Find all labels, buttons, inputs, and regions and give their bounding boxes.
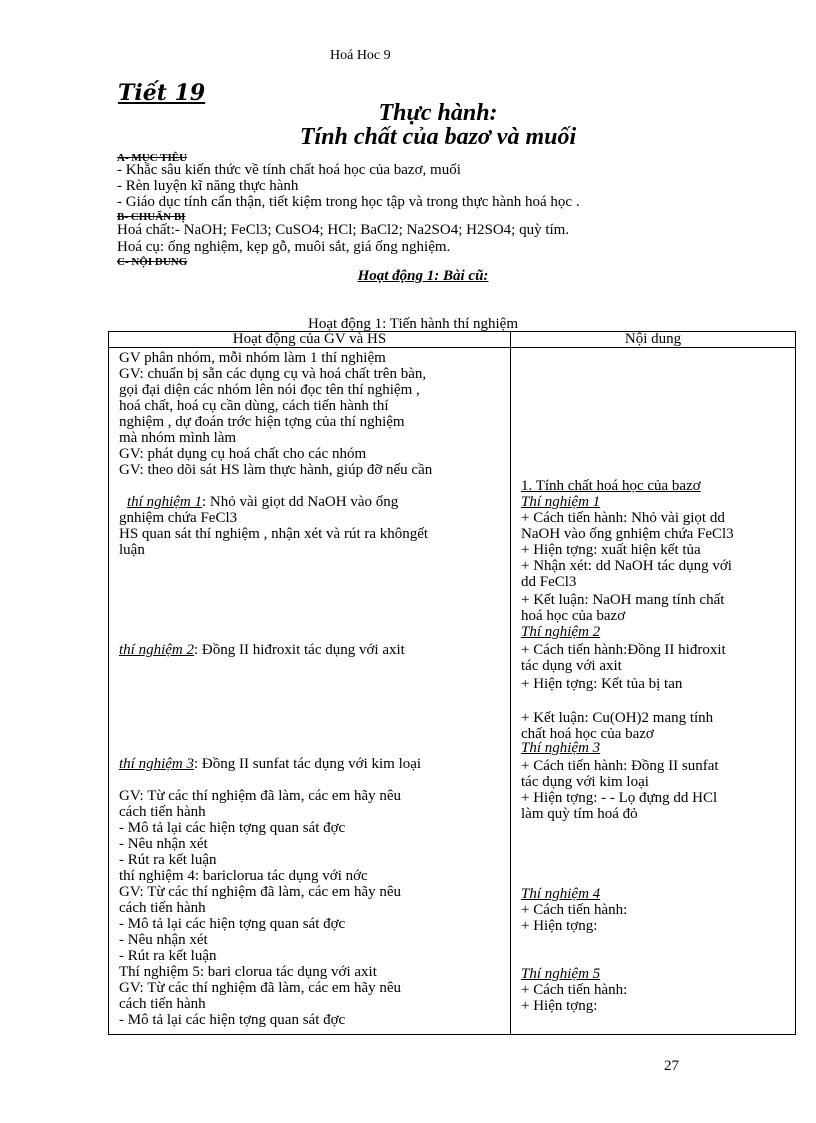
text-line: GV: theo dõi sát HS làm thực hành, giúp đỡ nếu cần bbox=[119, 462, 433, 478]
text-line: cách tiến hành bbox=[119, 900, 206, 916]
experiment-3-label: thí nghiệm 3 bbox=[119, 756, 194, 772]
text-line: GV: Từ các thí nghiệm đã làm, các em hãy nêu bbox=[119, 980, 402, 996]
text-line: + Hiện tợng: Kết tủa bị tan bbox=[521, 676, 683, 692]
experiment-3-title: Thí nghiệm 3 bbox=[521, 740, 601, 756]
text-line: cách tiến hành bbox=[119, 996, 206, 1012]
text-line: + Hiện tợng: bbox=[521, 918, 598, 934]
activity-1-heading: Hoạt động 1: Bài cũ: bbox=[357, 268, 489, 284]
text-line: gọi đại diện các nhóm lên nói đọc tên thí nghiệm , bbox=[119, 382, 420, 398]
text-line: GV: phát dụng cụ hoá chất cho các nhóm bbox=[119, 446, 367, 462]
text-line: nghiệm , dự đoán trớc hiện tợng của thí nghiệm bbox=[119, 414, 405, 430]
page-header: Hoá Hoc 9 bbox=[330, 48, 391, 63]
activity-2-heading: Hoạt động 1: Tiến hành thí nghiệm bbox=[308, 316, 518, 332]
experiment-1-title: Thí nghiệm 1 bbox=[521, 494, 601, 510]
lesson-table bbox=[108, 331, 796, 1035]
activities-cell bbox=[109, 348, 511, 1035]
text-line: gnhiệm chứa FeCl3 bbox=[119, 510, 238, 526]
text-line: tác dụng với axit bbox=[521, 658, 622, 674]
experiment-1-label: thí nghiệm 1 bbox=[127, 494, 202, 510]
text-line: + Hiện tợng: - - Lọ đựng dd HCl bbox=[521, 790, 718, 806]
text-line: - Mô tả lại các hiện tợng quan sát đợc bbox=[119, 916, 346, 932]
text-line: + Kết luận: NaOH mang tính chất bbox=[521, 592, 725, 608]
experiment-3-line bbox=[119, 756, 421, 772]
text-line: GV phân nhóm, mỗi nhóm làm 1 thí nghiệm bbox=[119, 350, 386, 366]
experiment-1-line bbox=[127, 494, 398, 510]
title-line-1: Thực hành: bbox=[378, 100, 498, 126]
content-cell bbox=[511, 348, 796, 1035]
experiment-2-line bbox=[119, 642, 405, 658]
text-line: tác dụng với kim loại bbox=[521, 774, 649, 790]
text-line: hoá học của bazơ bbox=[521, 608, 626, 624]
objective-item: - Khắc sâu kiến thức về tính chất hoá học của bazơ, muối bbox=[117, 162, 461, 178]
experiment-4-title: Thí nghiệm 4 bbox=[521, 886, 601, 902]
column-header-activities: Hoạt động của GV và HS bbox=[109, 332, 511, 348]
text-line: Thí nghiệm 5: bari clorua tác dụng với axit bbox=[119, 964, 377, 980]
text-line: - Rút ra kết luận bbox=[119, 948, 217, 964]
preparation-item: Hoá cụ: ống nghiệm, kẹp gỗ, muôi sắt, giá ống nghiệm. bbox=[117, 239, 451, 255]
text-line: GV: Từ các thí nghiệm đã làm, các em hãy nêu bbox=[119, 884, 402, 900]
preparation-item: Hoá chất:- NaOH; FeCl3; CuSO4; HCl; BaCl2; Na2SO4; H2SO4; quỳ tím. bbox=[117, 222, 570, 238]
page-number: 27 bbox=[664, 1058, 679, 1074]
text-line: làm quỳ tím hoá đỏ bbox=[521, 806, 638, 822]
objective-item: - Giáo dục tính cẩn thận, tiết kiệm trong học tập và trong thực hành hoá học . bbox=[117, 194, 580, 210]
text-line: + Cách tiến hành: Đồng II sunfat bbox=[521, 758, 719, 774]
objective-item: - Rèn luyện kĩ năng thực hành bbox=[117, 178, 299, 194]
experiment-2-title: Thí nghiệm 2 bbox=[521, 624, 601, 640]
text-line: chất hoá học của bazơ bbox=[521, 726, 654, 742]
column-header-content: Nội dung bbox=[511, 332, 796, 348]
lesson-number: Tiết 19 bbox=[118, 80, 206, 106]
text-line: - Mô tả lại các hiện tợng quan sát đợc bbox=[119, 820, 346, 836]
text-line: thí nghiệm 4: bariclorua tác dụng với nớc bbox=[119, 868, 368, 884]
experiment-3-text: : Đồng II sunfat tác dụng với kim loại bbox=[194, 756, 422, 772]
section-c-heading: C- NỘI DUNG bbox=[117, 256, 188, 268]
text-line: hoá chất, hoá cụ cần dùng, cách tiến hành thí bbox=[119, 398, 389, 414]
experiment-2-label: thí nghiệm 2 bbox=[119, 642, 194, 658]
text-line: dd FeCl3 bbox=[521, 574, 577, 590]
text-line: + Kết luận: Cu(OH)2 mang tính bbox=[521, 710, 714, 726]
text-line: GV: Từ các thí nghiệm đã làm, các em hãy nêu bbox=[119, 788, 402, 804]
section-a-heading: A- MỤC TIÊU bbox=[117, 152, 188, 164]
title-line-2: Tính chất của bazơ và muối bbox=[299, 124, 577, 150]
text-line: HS quan sát thí nghiệm , nhận xét và rút ra khôngết bbox=[119, 526, 429, 542]
experiment-1-text: : Nhỏ vài giọt dd NaOH vào ống bbox=[202, 494, 399, 510]
text-line: + Nhận xét: dd NaOH tác dụng với bbox=[521, 558, 732, 574]
section-b-heading: B- CHUẨN BỊ bbox=[117, 211, 186, 223]
text-line: + Cách tiến hành: Nhỏ vài giọt dd bbox=[521, 510, 725, 526]
text-line: mà nhóm mình làm bbox=[119, 430, 237, 446]
text-line: + Cách tiến hành: bbox=[521, 982, 628, 998]
text-line: luận bbox=[119, 542, 145, 558]
text-line: + Hiện tợng: xuất hiện kết tủa bbox=[521, 542, 701, 558]
text-line: cách tiến hành bbox=[119, 804, 206, 820]
experiment-2-text: : Đồng II hiđroxit tác dụng với axit bbox=[194, 642, 405, 658]
text-line: - Rút ra kết luận bbox=[119, 852, 217, 868]
text-line: - Nêu nhận xét bbox=[119, 932, 208, 948]
text-line: + Cách tiến hành:Đồng II hiđroxit bbox=[521, 642, 726, 658]
text-line: + Cách tiến hành: bbox=[521, 902, 628, 918]
content-heading: 1. Tính chất hoá học của bazơ bbox=[521, 478, 701, 494]
experiment-5-title: Thí nghiệm 5 bbox=[521, 966, 601, 982]
text-line: - Nêu nhận xét bbox=[119, 836, 208, 852]
text-line: - Mô tả lại các hiện tợng quan sát đợc bbox=[119, 1012, 346, 1028]
text-line: NaOH vào ống gnhiệm chứa FeCl3 bbox=[521, 526, 734, 542]
text-line: + Hiện tợng: bbox=[521, 998, 598, 1014]
text-line: GV: chuẩn bị sẵn các dụng cụ và hoá chất trên bàn, bbox=[119, 366, 427, 382]
